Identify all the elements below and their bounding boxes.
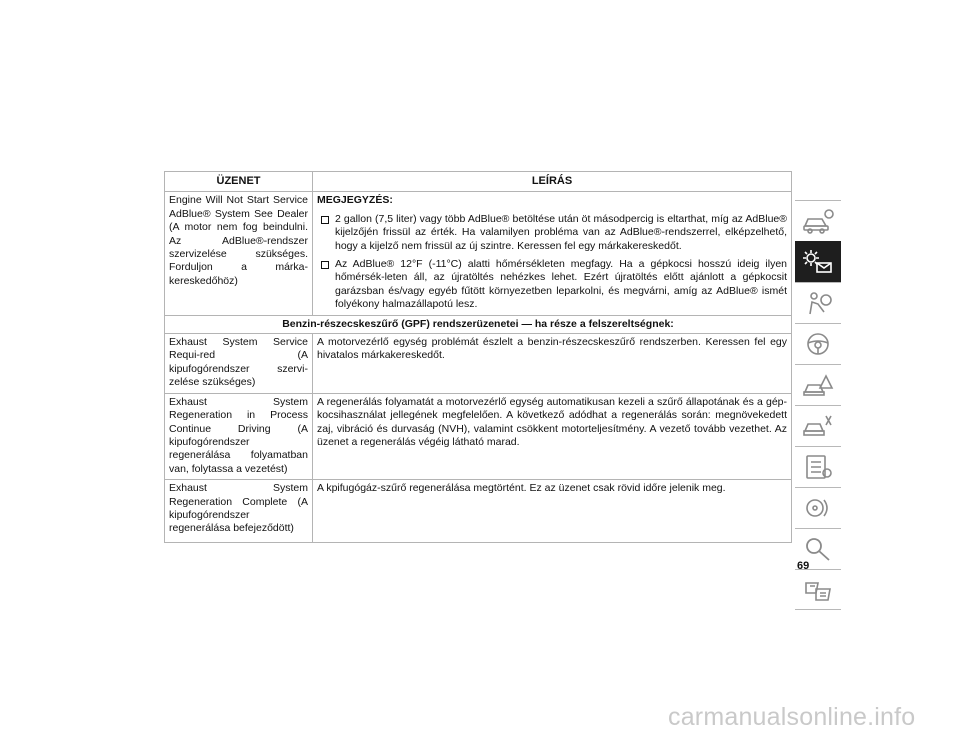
message-cell: Exhaust System Regeneration Complete (A kipufogórendszer regenerálása befejeződött): [165, 480, 313, 543]
section-header-row: [165, 315, 792, 333]
table-row: [165, 192, 792, 315]
note-title: MEGJEGYZÉS:: [317, 194, 393, 207]
list-item: [317, 213, 787, 253]
dashboard-message-icon: [802, 249, 834, 275]
column-header-description: LEÍRÁS: [313, 172, 792, 192]
column-header-message: ÜZENET: [165, 172, 313, 192]
tab-dashboard[interactable]: [795, 241, 841, 282]
section-title: Benzin-részecskeszűrő (GPF) rendszerüzenetei — ha része a felszereltségnek:: [165, 315, 792, 333]
watermark-text: carmanualsonline.info: [668, 703, 916, 731]
message-cell: Engine Will Not Start Service AdBlue® System See Dealer (A motor nem fog beindulni. Az AdBlue®-rendszer szervizelése szükséges. Forduljon a márka-kereskedőhöz): [165, 192, 313, 315]
bullet-text: 2 gallon (7,5 liter) vagy több AdBlue® betöltése után öt másodpercig is eltarthat, míg az AdBlue® kijelzőjén frissül az érték. Ha valamilyen probléma van az AdBlue®-rendszerrel, elképzelhető, hogy a kijelző nem frissül az új szintre. Keressen fel egy márkakereskedőt.: [335, 212, 787, 252]
tab-driving[interactable]: [795, 323, 841, 364]
checkbox-bullet-icon: [321, 216, 329, 224]
bullet-text: Az AdBlue® 12°F (-11°C) alatti hőmérsékleten megfagy. Ha a gépkocsi hosszú ideig ilyen hőmérsék-leten áll, az újratöltés nehézkes lehet. Ezért újratöltés előtt ajánlott a gépkocsit garázsban és/vagy egyéb fűtött környezetben leparkolni, és megvárni, amíg az AdBlue® ismét folyékony halmazállapotú lesz.: [335, 258, 787, 311]
table-row: [165, 334, 792, 394]
message-cell: Exhaust System Regeneration in Process Continue Driving (A kipufogórendszer regenerálása folyamatban van, folytassa a vezetést): [165, 393, 313, 479]
roadside-warning-icon: [802, 372, 834, 398]
car-info-icon: [802, 208, 834, 234]
car-service-icon: [802, 413, 834, 439]
tab-emergency[interactable]: [795, 364, 841, 405]
description-cell: [313, 192, 792, 315]
steering-wheel-icon: [802, 331, 834, 357]
checkbox-bullet-icon: [321, 261, 329, 269]
message-cell: Exhaust System Service Requi-red (A kipufogórendszer szervi-zelése szükséges): [165, 334, 313, 394]
tab-safety[interactable]: [795, 282, 841, 323]
page-number: 69: [797, 560, 810, 572]
table-header-row: [165, 172, 792, 192]
language-icon: [802, 577, 834, 603]
table-row: [165, 393, 792, 479]
tab-multimedia[interactable]: [795, 487, 841, 528]
search-index-icon: [802, 536, 834, 562]
tab-car-info[interactable]: [795, 200, 841, 241]
message-table: [164, 171, 792, 543]
specifications-list-icon: [802, 454, 834, 480]
safety-airbag-icon: [802, 290, 834, 316]
chapter-tabs: [795, 200, 841, 610]
description-cell: A kpifugógáz-szűrő regenerálása megtörtént. Ez az üzenet csak rövid időre jelenik meg.: [313, 480, 792, 543]
tab-language[interactable]: [795, 569, 841, 610]
tab-servicing[interactable]: [795, 405, 841, 446]
tab-specifications[interactable]: [795, 446, 841, 487]
multimedia-icon: [802, 495, 834, 521]
description-cell: A motorvezérlő egység problémát észlelt a benzin-részecskeszűrő rendszerben. Keressen fel egy hivatalos márkakereskedőt.: [313, 334, 792, 394]
description-cell: A regenerálás folyamatát a motorvezérlő egység automatikusan kezeli a szűrő állapotának és a gép-kocsihasználat jellegének megfelelően. A következő adódhat a regenerálás során: megnövekedett zaj, vibráció és durvaság (NVH), valamint csökkent motorteljesítmény. A vezető tovább vezethet. Az üzenet a regenerálás végéig látható marad.: [313, 393, 792, 479]
list-item: [317, 258, 787, 312]
table-row: [165, 480, 792, 543]
